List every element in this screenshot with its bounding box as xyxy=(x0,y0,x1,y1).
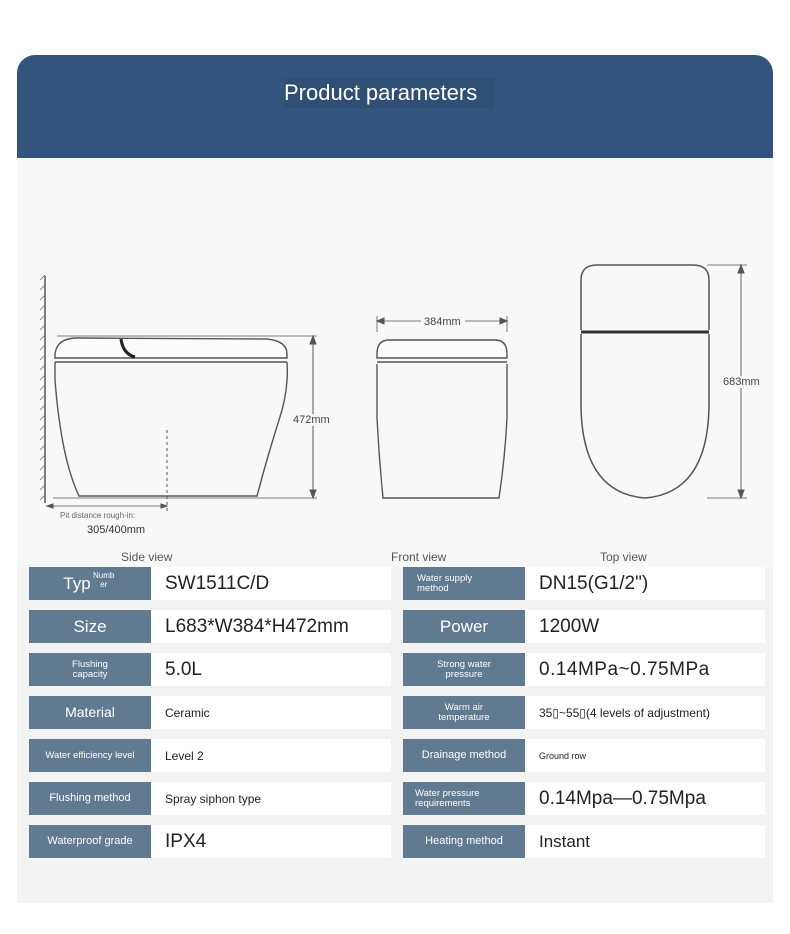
spec-value: 0.14Mpa—0.75Mpa xyxy=(525,782,765,815)
spec-label: Water efficiency level xyxy=(29,739,151,772)
side-view-drawing xyxy=(40,275,317,513)
diagram-drawing xyxy=(17,158,773,568)
spec-value: IPX4 xyxy=(151,825,391,858)
front-view-drawing xyxy=(377,316,507,498)
spec-value: DN15(G1/2") xyxy=(525,567,765,600)
spec-value: Level 2 xyxy=(151,739,391,772)
spec-label: Size xyxy=(29,610,151,643)
spec-value: Ceramic xyxy=(151,696,391,729)
spec-label-text: Typ xyxy=(63,573,91,593)
spec-label: Water supply method xyxy=(403,567,525,600)
spec-label: Power xyxy=(403,610,525,643)
length-dim-label: 683mm xyxy=(723,376,760,388)
spec-label: Flushing capacity xyxy=(29,653,151,686)
spec-value: Instant xyxy=(525,825,765,858)
header-banner xyxy=(17,55,773,158)
page-title: Product parameters xyxy=(284,78,494,108)
spec-value: 5.0L xyxy=(151,653,391,686)
spec-label xyxy=(29,567,151,600)
front-view-label: Front view xyxy=(391,550,447,564)
spec-value: 1200W xyxy=(525,610,765,643)
spec-label: Waterproof grade xyxy=(29,825,151,858)
pit-caption: Pit distance rough-in: xyxy=(60,511,136,520)
pit-value: 305/400mm xyxy=(87,524,146,536)
spec-label: Flushing method xyxy=(29,782,151,815)
spec-label: Strong water pressure xyxy=(403,653,525,686)
spec-label: Warm air temperature xyxy=(403,696,525,729)
spec-label: Drainage method xyxy=(403,739,525,772)
spec-value: 35▯~55▯(4 levels of adjustment) xyxy=(525,696,765,729)
top-view-label: Top view xyxy=(600,550,647,564)
spec-value: L683*W384*H472mm xyxy=(151,610,391,643)
dimension-diagram xyxy=(17,158,773,568)
spec-label-sup: Numb er xyxy=(93,570,115,589)
spec-label: Water pressure requirements xyxy=(403,782,525,815)
spec-value: Spray siphon type xyxy=(151,782,391,815)
spec-value: 0.14MPa~0.75MPa xyxy=(525,653,765,686)
spec-label: Material xyxy=(29,696,151,729)
spec-value: SW1511C/D xyxy=(151,567,391,600)
width-dim-label: 384mm xyxy=(424,316,461,328)
spec-label: Heating method xyxy=(403,825,525,858)
spec-value: Ground row xyxy=(525,739,765,772)
product-card xyxy=(17,55,773,903)
side-view-label: Side view xyxy=(121,550,173,564)
height-dim-label: 472mm xyxy=(293,414,330,426)
